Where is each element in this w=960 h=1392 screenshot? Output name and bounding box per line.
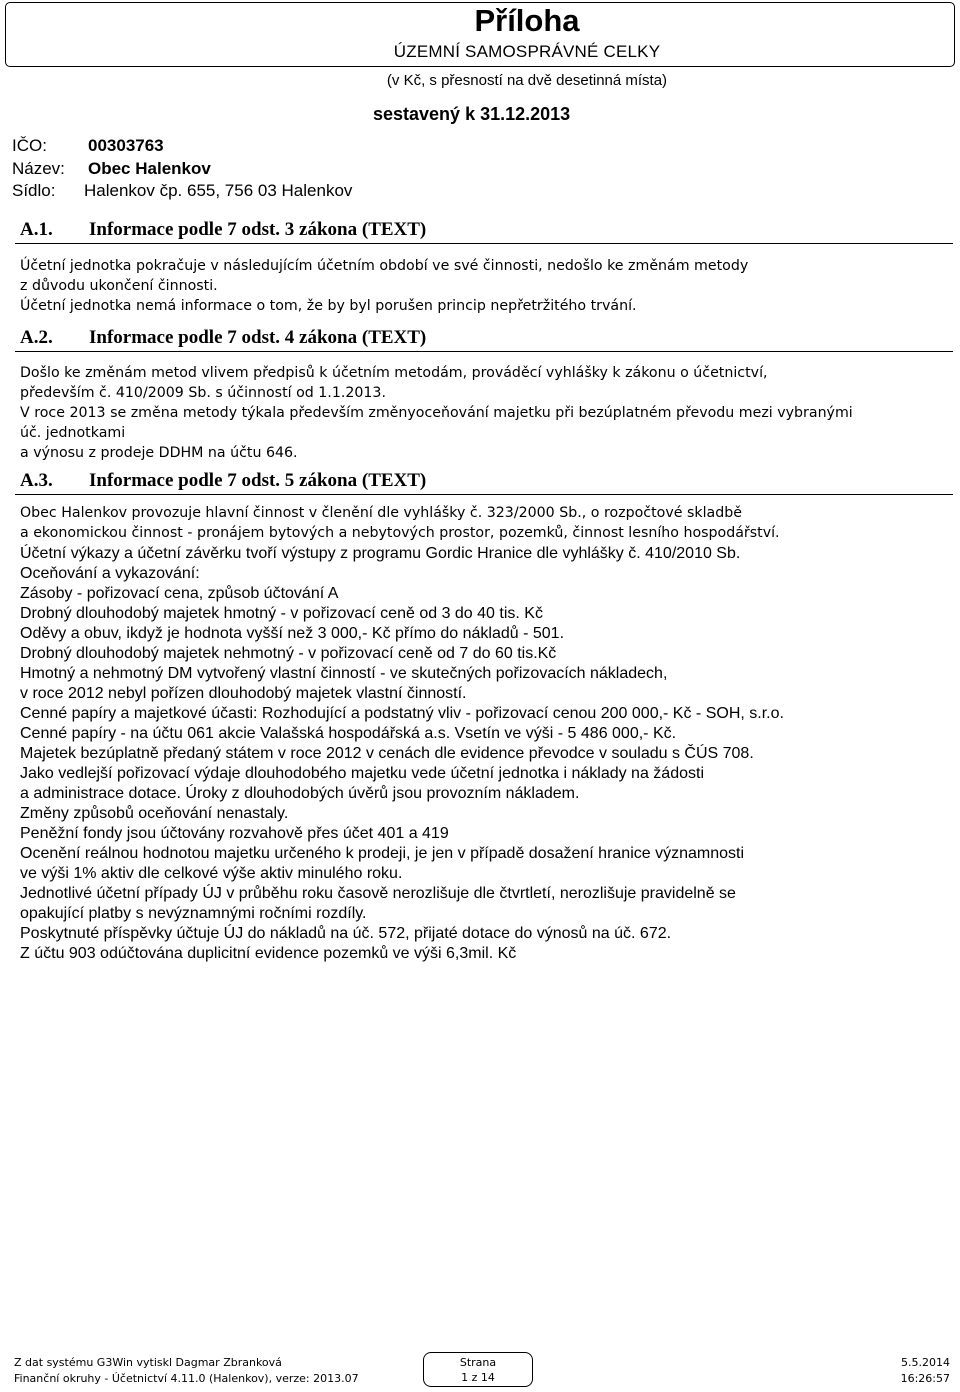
page-label: Strana — [459, 1356, 497, 1369]
text-line: Obec Halenkov provozuje hlavní činnost v členění dle vyhlášky č. 323/2000 Sb., o rozpočtové skladbě — [20, 505, 742, 521]
seat-row — [12, 181, 352, 201]
seat-value: Halenkov čp. 655, 756 03 Halenkov — [84, 181, 353, 200]
page-number: 1 z 14 — [461, 1371, 495, 1384]
section-number: A.1. — [20, 219, 53, 240]
section-title: Informace podle 7 odst. 3 zákona (TEXT) — [89, 219, 427, 240]
text-line: Jednotlivé účetní případy ÚJ v průběhu roku časově nerozlišuje dle čtvrtletí, nerozlišuje pravidelně se — [20, 885, 736, 902]
document-subtitle: ÚZEMNÍ SAMOSPRÁVNÉ CELKY — [393, 42, 661, 61]
text-line: V roce 2013 se změna metody týkala především změnyoceňování majetku při bezúplatném převodu mezi vybranými — [20, 405, 853, 421]
text-line: Účetní jednotka pokračuje v následujícím účetním období ve své činnosti, nedošlo ke změnám metody — [20, 258, 749, 274]
text-line: Jako vedlejší pořizovací výdaje dlouhodobého majetku vede účetní jednotka i náklady na žádosti — [20, 765, 704, 782]
footer-module-version: Finanční okruhy - Účetnictví 4.11.0 (Halenkov), verze: 2013.07 — [14, 1372, 359, 1385]
ico-label: IČO: — [12, 136, 47, 155]
text-line: Cenné papíry - na účtu 061 akcie Valašská hospodářská a.s. Vsetín ve výši - 5 486 000,- Kč. — [20, 725, 677, 742]
text-line: úč. jednotkami — [20, 425, 126, 441]
text-line: a ekonomickou činnost - pronájem bytových a nebytových prostor, pozemků, činnost lesního hospodářství. — [20, 525, 780, 541]
print-date: 5.5.2014 — [901, 1356, 950, 1369]
section-a3-heading — [15, 470, 953, 495]
text-line: Účetní jednotka nemá informace o tom, že by byl porušen princip nepřetržitého trvání. — [20, 298, 637, 314]
text-line: z důvodu ukončení činnosti. — [20, 278, 218, 294]
text-line: Z účtu 903 odúčtována duplicitní evidence pozemků ve výši 6,3mil. Kč — [20, 945, 517, 962]
text-line: Drobný dlouhodobý majetek nehmotný - v pořizovací ceně od 7 do 60 tis.Kč — [20, 645, 557, 662]
text-line: a administrace dotace. Úroky z dlouhodobých úvěrů jsou provozním nákladem. — [20, 785, 580, 802]
section-a2-heading — [15, 327, 953, 352]
section-number: A.2. — [20, 327, 53, 348]
section-title: Informace podle 7 odst. 4 zákona (TEXT) — [89, 327, 427, 348]
ico-row — [12, 136, 164, 156]
text-line: Drobný dlouhodobý majetek hmotný - v pořizovací ceně od 3 do 40 tis. Kč — [20, 605, 543, 622]
text-line: Hmotný a nehmotný DM vytvořený vlastní činností - ve skutečných pořizovacích nákladech, — [20, 665, 668, 682]
page-counter-box — [423, 1352, 533, 1387]
section-a3-body — [20, 544, 950, 964]
footer-print-info — [14, 1355, 359, 1387]
text-line: Zásoby - pořizovací cena, způsob účtování A — [20, 585, 339, 602]
footer-timestamp — [860, 1355, 950, 1387]
ico-value: 00303763 — [88, 136, 164, 155]
print-time: 16:26:57 — [900, 1372, 950, 1385]
name-label: Název: — [12, 159, 65, 178]
section-a1-text — [20, 256, 950, 316]
text-line: Oděvy a obuv, ikdyž je hodnota vyšší než 3 000,- Kč přímo do nákladů - 501. — [20, 625, 565, 642]
section-title: Informace podle 7 odst. 5 zákona (TEXT) — [89, 470, 427, 491]
section-a2-text — [20, 363, 950, 463]
seat-label: Sídlo: — [12, 181, 56, 200]
name-row — [12, 159, 211, 179]
name-value: Obec Halenkov — [88, 159, 211, 178]
text-line: ve výši 1% aktiv dle celkové výše aktiv minulého roku. — [20, 865, 403, 882]
text-line: Poskytnuté příspěvky účtuje ÚJ do nákladů na úč. 572, přijaté dotace do výnosů na úč. 672. — [20, 925, 672, 942]
section-a1-heading — [15, 219, 953, 244]
text-line: v roce 2012 nebyl pořízen dlouhodobý majetek vlastní činností. — [20, 685, 467, 702]
footer-printed-by: Z dat systému G3Win vytiskl Dagmar Zbranková — [14, 1356, 282, 1369]
text-line: Účetní výkazy a účetní závěrku tvoří výstupy z programu Gordic Hranice dle vyhlášky č. 410/2010 Sb. — [20, 545, 741, 562]
compiled-date: sestavený k 31.12.2013 — [373, 104, 571, 124]
text-line: opakující platby s nevýznamnými ročními rozdíly. — [20, 905, 367, 922]
text-line: Majetek bezúplatně předaný státem v roce 2012 v cenách dle evidence převodce v souladu s ČÚS 708. — [20, 745, 754, 762]
text-line: Peněžní fondy jsou účtovány rozvahově přes účet 401 a 419 — [20, 825, 449, 842]
text-line: především č. 410/2009 Sb. s účinností od 1.1.2013. — [20, 385, 386, 401]
document-title: Příloha — [474, 3, 580, 38]
text-line: Oceňování a vykazování: — [20, 565, 200, 582]
text-line: Ocenění reálnou hodnotou majetku určeného k prodeji, je jen v případě dosažení hranice významnosti — [20, 845, 745, 862]
section-number: A.3. — [20, 470, 53, 491]
text-line: Cenné papíry a majetkové účasti: Rozhodující a podstatný vliv - pořizovací cenou 200 000,- Kč - SOH, s.r.o. — [20, 705, 784, 722]
section-a3-intro — [20, 503, 950, 543]
text-line: a výnosu z prodeje DDHM na účtu 646. — [20, 445, 298, 461]
text-line: Změny způsobů oceňování nenastaly. — [20, 805, 289, 822]
units-note: (v Kč, s přesností na dvě desetinná místa) — [386, 72, 668, 89]
text-line: Došlo ke změnám metod vlivem předpisů k účetním metodám, prováděcí vyhlášky k zákonu o účetnictví, — [20, 365, 768, 381]
